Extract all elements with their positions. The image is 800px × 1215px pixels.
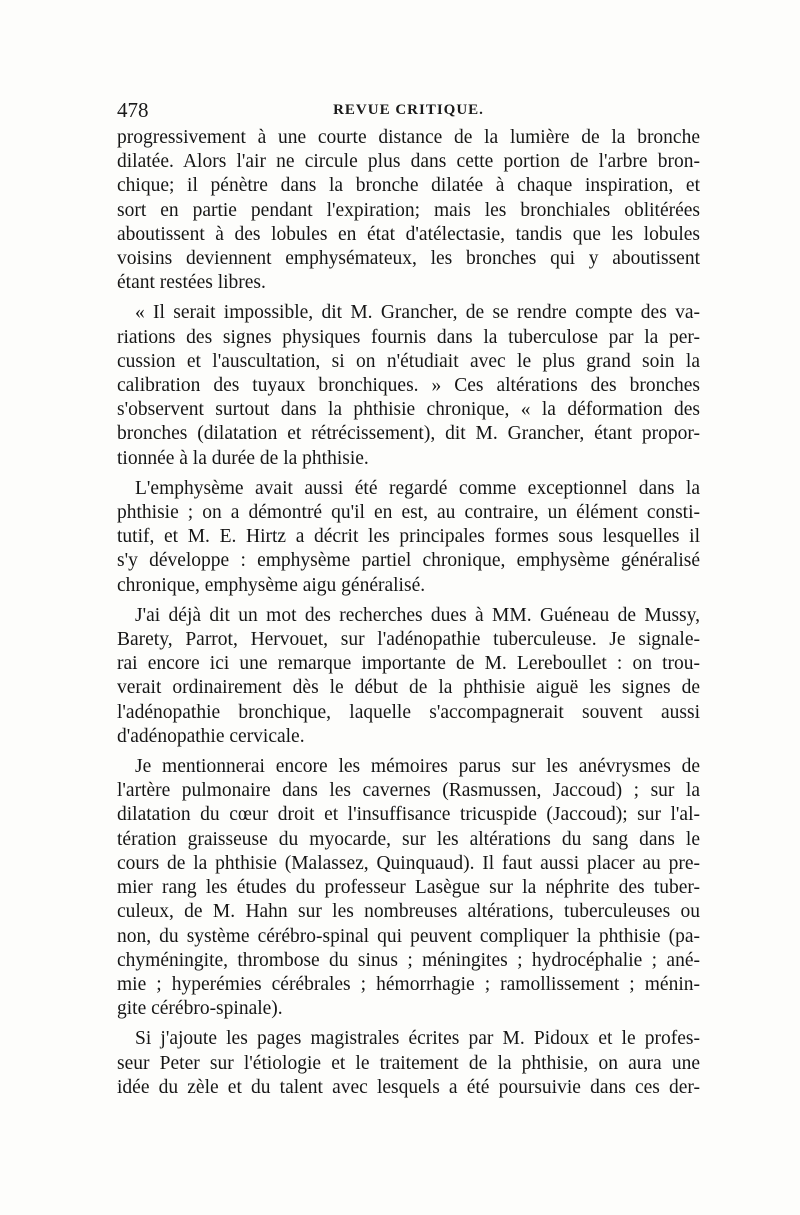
text-line: d'adénopathie cervicale.: [117, 725, 305, 747]
text-line: J'ai déjà dit un mot des recherches dues à MM. Guéneau de Mussy,: [135, 604, 700, 626]
text-line: mie ; hyperémies cérébrales ; hémorrhagie ; ramollissement ; ménin-: [117, 973, 700, 995]
text-line: cours de la phthisie (Malassez, Quinquaud). Il faut aussi placer au pre-: [117, 852, 700, 874]
text-line: cussion et l'auscultation, si on n'étudiait avec le plus grand soin la: [117, 350, 700, 372]
text-line: sort en partie pendant l'expiration; mais les bronchiales oblitérées: [117, 199, 700, 221]
text-line: calibration des tuyaux bronchiques. » Ces altérations des bronches: [117, 375, 700, 397]
text-line: « Il serait impossible, dit M. Grancher, de se rendre compte des va-: [135, 302, 700, 324]
paragraph: [117, 604, 700, 749]
text-line: Je mentionnerai encore les mémoires parus sur les anévrysmes de: [135, 756, 700, 778]
text-line: bronches (dilatation et rétrécissement), dit M. Grancher, étant propor-: [117, 423, 700, 445]
running-head: [117, 98, 700, 126]
text-line: Si j'ajoute les pages magistrales écrites par M. Pidoux et le profes-: [135, 1028, 700, 1050]
paragraph: [117, 301, 700, 470]
text-line: s'y développe : emphysème partiel chronique, emphysème généralisé: [117, 550, 700, 572]
text-line: tutif, et M. E. Hirtz a décrit les principales formes sous lesquelles il: [117, 526, 700, 548]
text-line: progressivement à une courte distance de la lumière de la bronche: [117, 127, 700, 148]
text-line: gite cérébro-spinale).: [117, 998, 283, 1020]
text-line: seur Peter sur l'étiologie et le traitement de la phthisie, on aura une: [117, 1052, 700, 1074]
text-line: s'observent surtout dans la phthisie chronique, « la déformation des: [117, 399, 700, 421]
text-line: mier rang les études du professeur Lasègue sur la néphrite des tuber-: [117, 877, 700, 899]
text-line: L'emphysème avait aussi été regardé comme exceptionnel dans la: [135, 477, 700, 499]
paragraph: [117, 126, 700, 295]
text-line: étant restées libres.: [117, 272, 266, 294]
text-line: dilatation du cœur droit et l'insuffisance tricuspide (Jaccoud); sur l'al-: [117, 804, 700, 826]
paragraph: [117, 1027, 700, 1100]
body-text: [117, 126, 700, 1106]
text-line: tionnée à la durée de la phthisie.: [117, 447, 369, 469]
text-line: Barety, Parrot, Hervouet, sur l'adénopathie tuberculeuse. Je signale-: [117, 629, 700, 651]
text-line: l'artère pulmonaire dans les cavernes (Rasmussen, Jaccoud) ; sur la: [117, 780, 700, 802]
page-number: 478: [117, 98, 149, 122]
paragraph: [117, 477, 700, 598]
journal-title: REVUE CRITIQUE.: [333, 102, 484, 118]
text-line: dilatée. Alors l'air ne circule plus dans cette portion de l'arbre bron-: [117, 151, 700, 173]
text-line: riations des signes physiques fournis dans la tuberculose par la per-: [117, 326, 700, 348]
text-line: voisins deviennent emphysémateux, les bronches qui y aboutissent: [117, 248, 700, 270]
text-line: idée du zèle et du talent avec lesquels a été poursuivie dans ces der-: [117, 1076, 700, 1098]
text-line: chyméningite, thrombose du sinus ; méningites ; hydrocéphalie ; ané-: [117, 949, 700, 971]
paragraph: [117, 755, 700, 1021]
text-line: non, du système cérébro-spinal qui peuvent compliquer la phthisie (pa-: [117, 925, 700, 947]
text-line: verait ordinairement dès le début de la phthisie aiguë les signes de: [117, 677, 700, 699]
text-line: aboutissent à des lobules en état d'atélectasie, tandis que les lobules: [117, 223, 700, 245]
text-line: phthisie ; on a démontré qu'il en est, au contraire, un élément consti-: [117, 502, 700, 524]
text-line: l'adénopathie bronchique, laquelle s'accompagnerait souvent aussi: [117, 701, 700, 723]
text-line: rai encore ici une remarque importante de M. Lereboullet : on trou-: [117, 653, 700, 675]
text-line: chronique, emphysème aigu généralisé.: [117, 574, 426, 596]
text-line: tération graisseuse du myocarde, sur les altérations du sang dans le: [117, 828, 700, 850]
text-line: culeux, de M. Hahn sur les nombreuses altérations, tuberculeuses ou: [117, 901, 700, 923]
text-line: chique; il pénètre dans la bronche dilatée à chaque inspiration, et: [117, 175, 700, 197]
